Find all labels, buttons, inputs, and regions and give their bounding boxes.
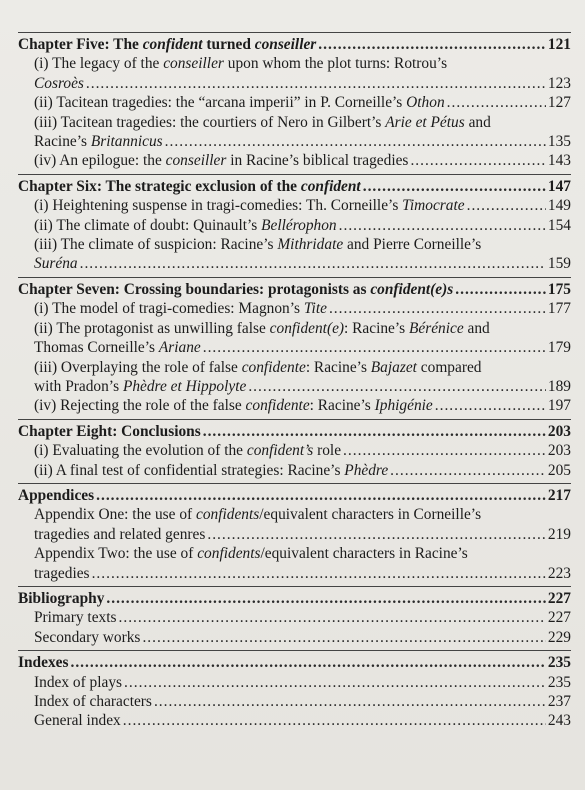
page-number: 217 bbox=[547, 486, 571, 504]
entry-title: Appendices bbox=[18, 486, 95, 504]
entry-line: (ii) The protagonist as unwilling false confident(e): Racine’s Bérénice and bbox=[34, 319, 490, 337]
entry-title: Suréna bbox=[34, 255, 78, 273]
page-number: 179 bbox=[547, 339, 571, 357]
entry-title: General index bbox=[34, 712, 121, 730]
leader-dots bbox=[455, 280, 546, 299]
entry-title: tragedies bbox=[34, 564, 90, 582]
leader-dots bbox=[203, 338, 546, 357]
entry-title: Index of characters bbox=[34, 693, 152, 710]
entry-line: Appendix Two: the use of confidents/equivalent characters in Racine’s bbox=[34, 545, 468, 563]
page-number: 127 bbox=[547, 94, 571, 112]
leader-dots bbox=[467, 196, 546, 215]
section-heading bbox=[18, 177, 571, 196]
leader-dots bbox=[248, 377, 546, 396]
entry-title: (i) Heightening suspense in tragi-comedies: Th. Corneille’s Timocrate bbox=[34, 197, 465, 215]
table-of-contents bbox=[18, 32, 571, 731]
leader-dots bbox=[207, 525, 546, 544]
section-heading bbox=[18, 280, 571, 299]
page-number: 229 bbox=[547, 628, 571, 646]
page-number: 123 bbox=[547, 74, 571, 92]
section-heading bbox=[18, 589, 571, 608]
entry-line: (i) The legacy of the conseiller upon whom the plot turns: Rotrou’s bbox=[34, 55, 448, 73]
toc-entry bbox=[18, 525, 571, 544]
entry-title: Indexes bbox=[18, 654, 69, 672]
toc-entry bbox=[18, 441, 571, 460]
page-number: 159 bbox=[547, 255, 571, 273]
leader-dots bbox=[363, 177, 546, 196]
page-number: 219 bbox=[547, 525, 571, 543]
toc-entry bbox=[18, 692, 571, 711]
toc-section bbox=[18, 277, 571, 416]
page-number: 235 bbox=[547, 654, 571, 672]
entry-title: (iv) Rejecting the role of the false confidente: Racine’s Iphigénie bbox=[34, 397, 433, 415]
entry-title: with Pradon’s Phèdre et Hippolyte bbox=[34, 377, 247, 395]
entry-title: (iv) An epilogue: the conseiller in Racine’s biblical tragedies bbox=[34, 152, 409, 170]
toc-entry bbox=[18, 93, 571, 112]
toc-section bbox=[18, 650, 571, 731]
entry-title: (ii) A final test of confidential strategies: Racine’s Phèdre bbox=[34, 461, 389, 479]
entry-title: Bibliography bbox=[18, 589, 105, 607]
toc-entry bbox=[18, 338, 571, 357]
page-number: 189 bbox=[547, 377, 571, 395]
leader-dots bbox=[70, 653, 545, 672]
toc-entry bbox=[18, 196, 571, 215]
leader-dots bbox=[329, 299, 546, 318]
toc-entry bbox=[18, 673, 571, 692]
toc-section bbox=[18, 174, 571, 274]
leader-dots bbox=[435, 396, 546, 415]
leader-dots bbox=[86, 74, 546, 93]
toc-entry bbox=[18, 132, 571, 151]
entry-title: tragedies and related genres bbox=[34, 525, 206, 543]
toc-entry bbox=[18, 564, 571, 583]
entry-line: Appendix One: the use of confidents/equivalent characters in Corneille’s bbox=[34, 506, 482, 524]
leader-dots bbox=[339, 216, 546, 235]
toc-section bbox=[18, 586, 571, 647]
toc-entry bbox=[18, 461, 571, 480]
page-number: 227 bbox=[547, 609, 571, 627]
page-number: 203 bbox=[547, 422, 571, 440]
toc-entry bbox=[18, 254, 571, 273]
page-number: 121 bbox=[547, 36, 571, 53]
leader-dots bbox=[142, 628, 545, 647]
toc-section bbox=[18, 32, 571, 171]
entry-title: Thomas Corneille’s Ariane bbox=[34, 339, 201, 357]
page-number: 177 bbox=[547, 300, 571, 318]
entry-line: (iii) Tacitean tragedies: the courtiers of Nero in Gilbert’s Arie et Pétus and bbox=[34, 113, 491, 131]
toc-entry bbox=[18, 377, 571, 396]
leader-dots bbox=[165, 132, 546, 151]
entry-title: Index of plays bbox=[34, 673, 123, 691]
leader-dots bbox=[447, 93, 546, 112]
page-number: 197 bbox=[547, 397, 571, 415]
entry-line: (iii) Overplaying the role of false confidente: Racine’s Bajazet compared bbox=[34, 358, 482, 376]
page-number: 203 bbox=[547, 442, 571, 460]
toc-entry bbox=[18, 711, 571, 730]
section-heading bbox=[18, 653, 571, 672]
entry-title: Chapter Five: The confident turned conseiller bbox=[18, 36, 317, 53]
leader-dots bbox=[203, 422, 546, 441]
entry-line: (iii) The climate of suspicion: Racine’s Mithridate and Pierre Corneille’s bbox=[34, 236, 482, 254]
toc-entry bbox=[18, 396, 571, 415]
toc-entry bbox=[18, 151, 571, 170]
leader-dots bbox=[80, 254, 546, 273]
page-number: 175 bbox=[547, 280, 571, 298]
entry-title: Cosroès bbox=[34, 74, 84, 92]
entry-title: Primary texts bbox=[34, 609, 117, 627]
page-number: 135 bbox=[547, 133, 571, 151]
page-number: 243 bbox=[547, 712, 571, 730]
entry-title: (i) Evaluating the evolution of the confident’s role bbox=[34, 442, 342, 460]
leader-dots bbox=[390, 461, 546, 480]
entry-title: Racine’s Britannicus bbox=[34, 133, 163, 151]
entry-title: Chapter Seven: Crossing boundaries: protagonists as confident(e)s bbox=[18, 280, 454, 298]
entry-title: Chapter Six: The strategic exclusion of the confident bbox=[18, 177, 361, 195]
page-number: 223 bbox=[547, 564, 571, 582]
leader-dots bbox=[106, 589, 546, 608]
toc-entry bbox=[18, 608, 571, 627]
page-number: 227 bbox=[547, 589, 571, 607]
toc-section bbox=[18, 419, 571, 480]
leader-dots bbox=[343, 441, 546, 460]
entry-title: (ii) Tacitean tragedies: the “arcana imperii” in P. Corneille’s Othon bbox=[34, 94, 445, 112]
section-heading bbox=[18, 35, 571, 54]
leader-dots bbox=[96, 486, 546, 505]
leader-dots bbox=[124, 673, 546, 692]
page-number: 237 bbox=[547, 693, 571, 710]
page-number: 235 bbox=[547, 673, 571, 691]
section-heading bbox=[18, 422, 571, 441]
toc-section bbox=[18, 483, 571, 583]
page-number: 205 bbox=[547, 461, 571, 479]
leader-dots bbox=[318, 35, 546, 54]
entry-title: Secondary works bbox=[34, 628, 141, 646]
leader-dots bbox=[410, 151, 545, 170]
leader-dots bbox=[119, 608, 546, 627]
page-number: 147 bbox=[547, 177, 571, 195]
entry-title: (i) The model of tragi-comedies: Magnon’s Tite bbox=[34, 300, 327, 318]
toc-entry bbox=[18, 216, 571, 235]
leader-dots bbox=[92, 564, 546, 583]
section-heading bbox=[18, 486, 571, 505]
page-number: 149 bbox=[547, 197, 571, 215]
entry-title: (ii) The climate of doubt: Quinault’s Bellérophon bbox=[34, 216, 337, 234]
page-number: 143 bbox=[547, 152, 571, 170]
toc-entry bbox=[18, 299, 571, 318]
page-number: 154 bbox=[547, 216, 571, 234]
entry-title: Chapter Eight: Conclusions bbox=[18, 422, 201, 440]
leader-dots bbox=[154, 692, 546, 711]
leader-dots bbox=[123, 711, 546, 730]
toc-entry bbox=[18, 628, 571, 647]
toc-entry bbox=[18, 74, 571, 93]
